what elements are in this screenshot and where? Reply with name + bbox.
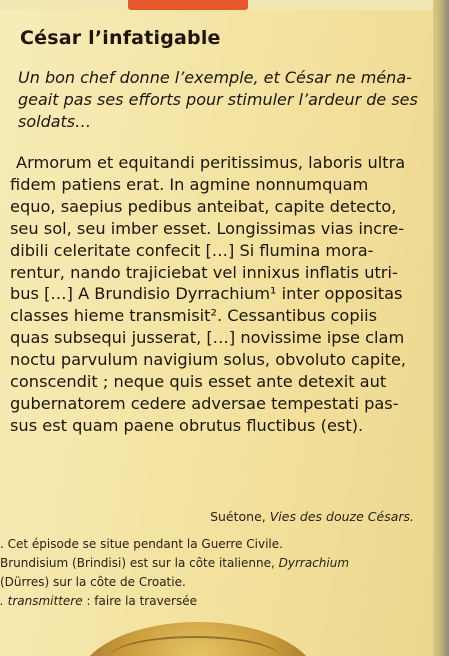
latin-line: dibili celeritate confecit […] Si flumina mora- <box>10 240 374 260</box>
latin-line: equo, saepius pedibus anteibat, capite detecto, <box>10 196 397 216</box>
chapter-title-fragment <box>128 0 248 10</box>
latin-line: seu sol, seu imber esset. Longissimas vias incre- <box>10 218 405 238</box>
latin-line: conscendit ; neque quis esset ante detexit aut <box>10 372 387 392</box>
source-attribution <box>0 509 414 524</box>
latin-line: fidem patiens erat. In agmine nonnumquam <box>10 174 369 194</box>
latin-line: rentur, nando trajiciebat vel innixus inflatis utri- <box>10 262 398 282</box>
attribution-work: Vies des douze Césars. <box>269 509 414 524</box>
intro-line: geait pas ses efforts pour stimuler l’ardeur de ses <box>18 90 418 109</box>
footnotes <box>0 535 420 611</box>
attribution-author: Suétone, <box>210 509 266 524</box>
latin-line: bus […] A Brundisio Dyrrachium¹ inter oppositas <box>10 284 403 304</box>
footnote-2-text: Brundisium (Brindisi) est sur la côte italienne, <box>0 556 275 570</box>
latin-line: classes hieme transmisit². Cessantibus copiis <box>10 306 378 326</box>
intro-paragraph <box>18 67 440 133</box>
latin-line: gubernatorem cedere adversae tempestati pas- <box>10 393 399 413</box>
footnote-2 <box>0 554 420 573</box>
section-heading: César l’infatigable <box>20 27 221 49</box>
latin-line: sus est quam paene obrutus fluctibus (est). <box>10 415 364 435</box>
latin-line: Armorum et equitandi peritissimus, laboris ultra <box>16 153 406 172</box>
latin-line: quas subsequi jusserat, […] novissime ipse clam <box>10 328 405 348</box>
footnote-2-continued: (Dürres) sur la côte de Croatie. <box>0 575 186 589</box>
footnote-1: . Cet épisode se situe pendant la Guerre Civile. <box>0 537 283 551</box>
latin-line: noctu parvulum navigium solus, obvoluto capite, <box>10 350 407 370</box>
latin-passage <box>10 152 442 437</box>
footnote-2-term: Dyrrachium <box>278 556 350 570</box>
footnote-3 <box>0 592 420 611</box>
intro-line: Un bon chef donne l’exemple, et César ne ména- <box>18 68 412 87</box>
footnote-3-text: : faire la traversée <box>82 594 198 608</box>
footnote-3-term: . transmittere <box>0 594 83 608</box>
intro-line: soldats… <box>18 112 92 131</box>
